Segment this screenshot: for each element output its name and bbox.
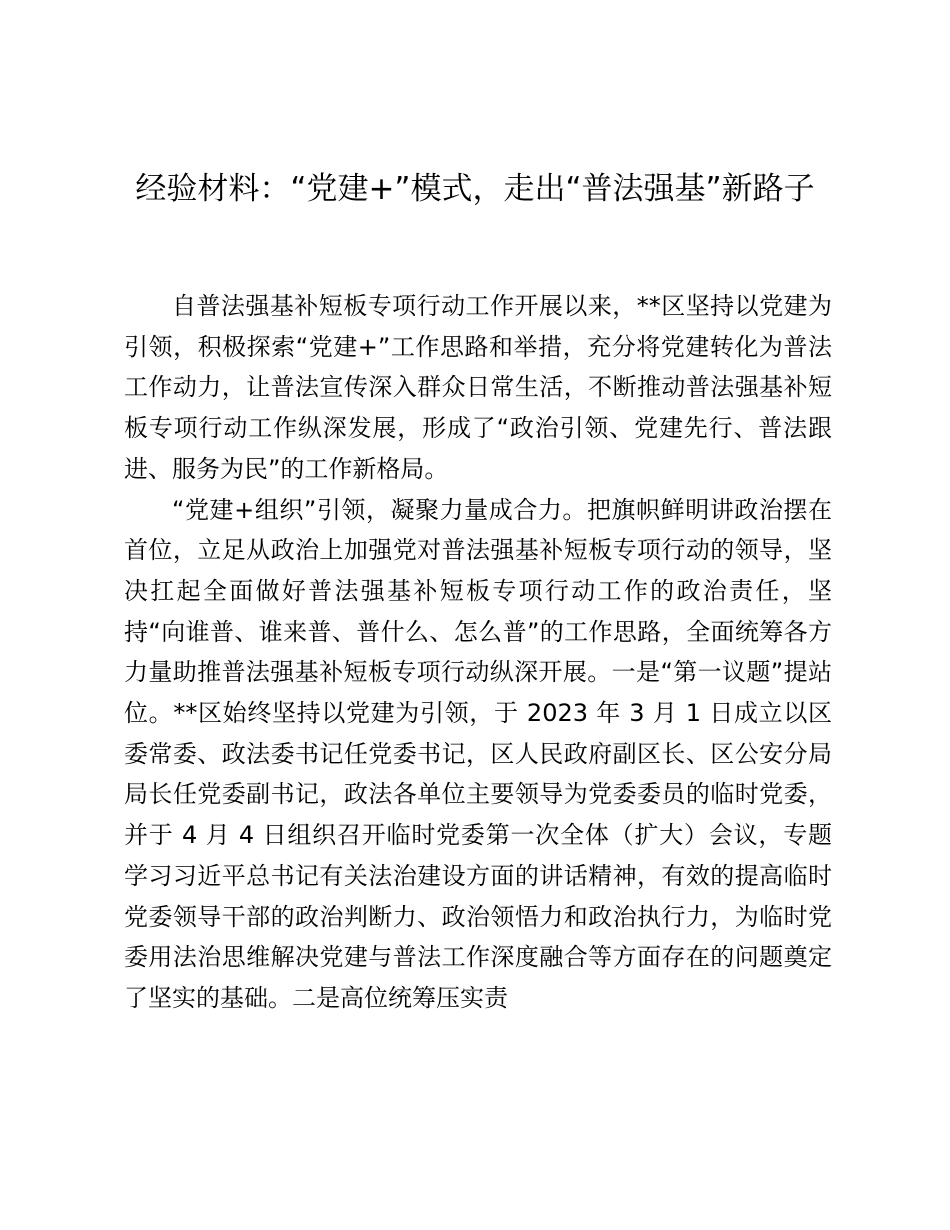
paragraph-intro: 自普法强基补短板专项行动工作开展以来，**区坚持以党建为引领，积极探索“党建+”工作思路和举措，充分将党建转化为普法工作动力，让普法宣传深入群众日常生活，不断推动普法强基补短板专项行动工作纵深发展，形成了“政治引领、党建先行、普法跟进、服务为民”的工作新格局。 bbox=[124, 292, 832, 483]
document-title: 经验材料：“党建+”模式，走出“普法强基”新路子 bbox=[135, 171, 815, 207]
paragraph-party-organization: “党建+组织”引领，凝聚力量成合力。把旗帜鲜明讲政治摆在首位，立足从政治上加强党对普法强基补短板专项行动的领导，坚决扛起全面做好普法强基补短板专项行动工作的政治责任，坚持“向谁普、谁来普、普什么、怎么普”的工作思路，全面统筹各方力量助推普法强基补短板专项行动纵深开展。一是“第一议题”提站位。**区始终坚持以党建为引领，于 2023 年 3 月 1 日成立以区委常委、政法委书记任党委书记，区人民政府副区长、区公安分局局长任党委副书记，政法各单位主要领导为党委委员的临时党委，并于 4 月 4 日组织召开临时党委第一次全体（扩大）会议，专题学习习近平总书记有关法治建设方面的讲话精神，有效的提高临时党委领导干部的政治判断力、政治领悟力和政治执行力，为临时党委用法治思维解决党建与普法工作深度融合等方面存在的问题奠定了坚实的基础。二是高位统筹压实责 bbox=[124, 495, 832, 1012]
document-body bbox=[124, 286, 832, 1019]
